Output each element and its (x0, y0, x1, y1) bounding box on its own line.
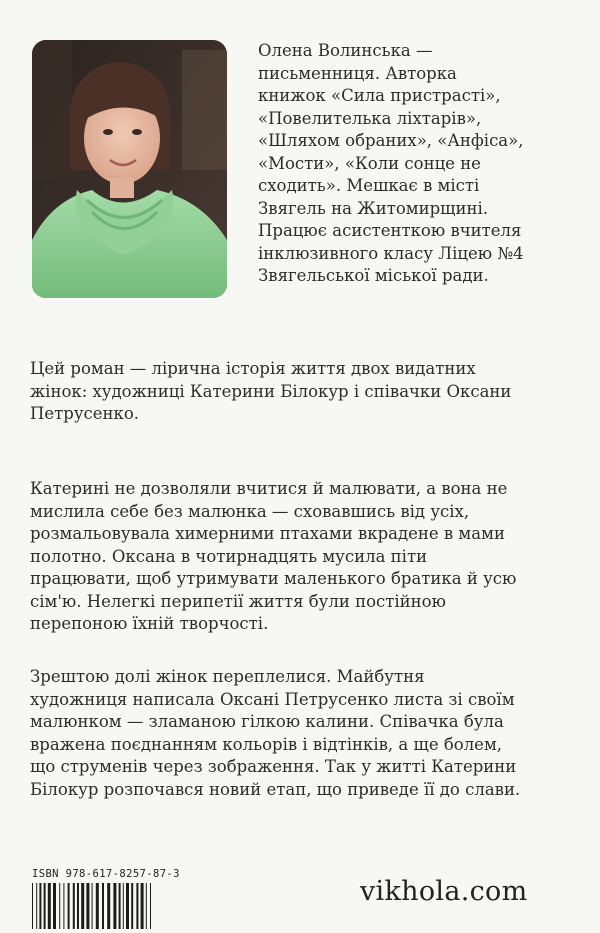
blurb-line: Білокур розпочався новий етап, що приведе її до слави. (30, 779, 521, 799)
blurb-line: художниця написала Оксані Петрусенко листа зі своїм (30, 689, 515, 709)
bio-line: Звягельської міської ради. (258, 266, 489, 285)
blurb-paragraph-turning-point (30, 666, 580, 801)
blurb-line: працювати, щоб утримувати маленького братика й усю (30, 569, 517, 588)
blurb-line: Петрусенко. (30, 404, 140, 423)
author-photo (32, 40, 227, 298)
bio-line: письменниця. Авторка (258, 63, 457, 83)
blurb-paragraph-background (30, 478, 580, 636)
blurb-line: мислила себе без малюнка — сховавшись від усіх, (30, 501, 470, 521)
blurb-line: полотно. Оксана в чотирнадцять мусила піти (30, 546, 428, 566)
author-bio (258, 40, 588, 288)
blurb-line: вражена поєднанням кольорів і відтінків, а ще болем, (30, 734, 503, 754)
blurb-line: Катерині не дозволяли вчитися й малювати, а вона не (30, 479, 508, 498)
publisher-website: vikhola.com (360, 876, 528, 907)
blurb-line: що струменів через зображення. Так у житті Катерини (30, 757, 517, 776)
bio-line: «Мости», «Коли сонце не (258, 153, 481, 173)
barcode-icon (30, 883, 208, 929)
author-portrait-image (32, 40, 227, 298)
blurb-line: розмальовувала химерними птахами вкрадене в мами (30, 524, 505, 543)
bio-line: Звягель на Житомирщині. (258, 198, 489, 218)
blurb-paragraph-intro (30, 358, 580, 426)
bio-line: інклюзивного класу Ліцею №4 (258, 243, 524, 263)
blurb-line: перепоною їхній творчості. (30, 614, 269, 633)
blurb-line: Цей роман — лірична історія життя двох видатних (30, 359, 476, 378)
blurb-line: малюнком — зламаною гілкою калини. Співачка була (30, 712, 504, 731)
bio-line: «Шляхом обраних», «Анфіса», (258, 131, 524, 150)
isbn-barcode (30, 868, 212, 930)
bio-line: Працює асистенткою вчителя (258, 221, 522, 240)
bio-line: Олена Волинська — (258, 41, 433, 60)
blurb-line: жінок: художниці Катерини Білокур і співачки Оксани (30, 381, 512, 401)
blurb-line: Зрештою долі жінок переплелися. Майбутня (30, 667, 425, 686)
blurb-line: сім'ю. Нелегкі перипетії життя були постійною (30, 591, 446, 611)
bio-line: книжок «Сила пристрасті», (258, 86, 501, 105)
isbn-text: ISBN 978-617-8257-87-3 (32, 868, 180, 880)
bio-line: сходить». Мешкає в місті (258, 176, 480, 195)
bio-line: «Повелителька ліхтарів», (258, 108, 482, 128)
